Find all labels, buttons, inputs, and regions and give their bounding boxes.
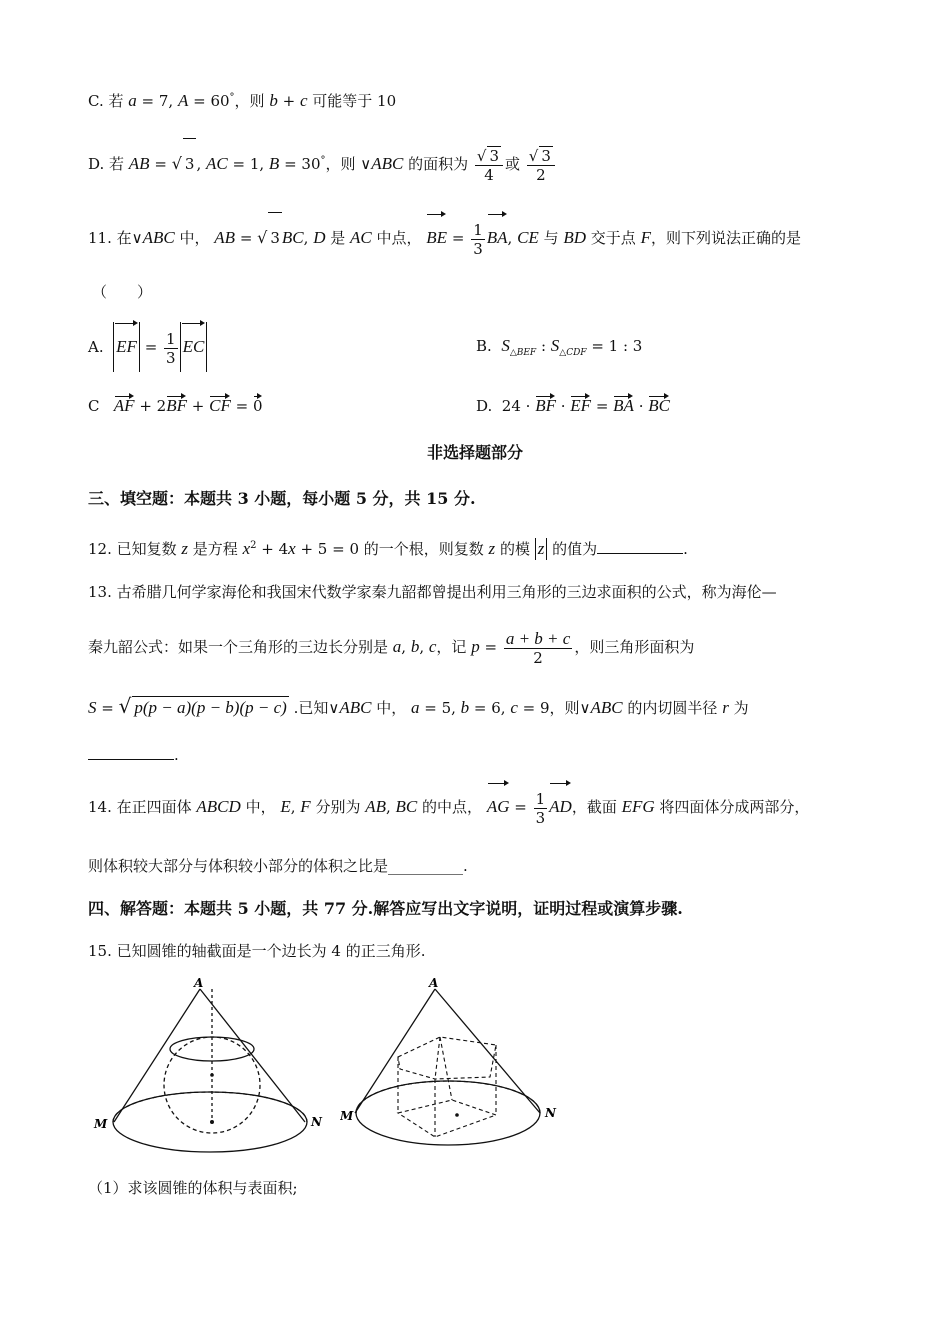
q13-blank: . — [88, 744, 179, 766]
q10-option-d: D. 若 AB = √ 3 , AC = 1, B = 30°，则 ∨ABC 的面积为 $\frac{√ 3}{4}$ 或 $\frac{√ 3}{2}$ — [88, 136, 557, 186]
q11-option-d: D. 24 · BF · EF = BA · BC — [476, 396, 670, 415]
apex-label-a: A — [429, 976, 439, 990]
q12: 12. 已知复数 z 是方程 $x^2 + 4x + 5 = 0$ 的一个根，则复数 z 的模 z 的值为 . — [88, 539, 688, 558]
cone-sphere-figure — [90, 975, 340, 1155]
q11-stem: 11. 在∨ABC 中， AB = √ 3 BC, D 是 AC 中点， BE = $\frac{1}{3}$ BA, CE 与 BD 交于点 F，则下列说法正确的是 — [88, 212, 801, 262]
q11-option-b: B. $S_{\triangle BEF}$ : $S_{\triangle CDF} = 1$ : 3 — [476, 336, 643, 358]
q15-stem: 15. 已知圆锥的轴截面是一个边长为 4 的正三角形. — [88, 942, 426, 960]
q13-line1: 13. 古希腊几何学家海伦和我国宋代数学家秦九韶都曾提出利用三角形的三边求面积的公式，称为海伦— — [88, 583, 777, 601]
q14-line2: 则体积较大部分与体积较小部分的体积之比是__________. — [88, 857, 468, 875]
apex-label-a: A — [194, 976, 204, 990]
q10-option-c: C. 若 a = 7, A = 60°，则 b + c 可能等于 10 — [88, 91, 397, 110]
section-4-heading: 四、解答题：本题共 5 小题，共 77 分.解答应写出文字说明，证明过程或演算步骤. — [88, 899, 683, 918]
q15-part1: （1）求该圆锥的体积与表面积; — [88, 1179, 298, 1197]
base-label-m: M — [340, 1109, 354, 1123]
cone-prism-figure — [340, 975, 570, 1155]
answer-paren: （ ） — [92, 283, 153, 301]
base-label-n: N — [545, 1106, 556, 1120]
q11-option-a: A. EF = $\frac{1}{3}$ EC — [88, 322, 207, 372]
q11-option-c: C AF + 2BF + CF = 0 — [88, 396, 263, 415]
option-letter: C. — [88, 92, 104, 110]
q14-line1: 14. 在正四面体 ABCD 中， E, F 分别为 AB, BC 的中点， AG = $\frac{1}{3}$ AD，截面 EFG 将四面体分成两部分， — [88, 782, 809, 832]
section-nonchoice-title: 非选择题部分 — [426, 443, 523, 462]
q13-line2: 秦九韶公式：如果一个三角形的三边长分别是 a, b, c，记 p = $\frac{a + b + c}{2}$ ，则三角形面积为 — [88, 628, 695, 667]
base-label-n: N — [311, 1115, 322, 1129]
base-label-m: M — [94, 1117, 108, 1131]
q13-line3: S = √ p(p − a)(p − b)(p − c) .已知∨ABC 中， a = 5, b = 6, c = 9，则∨ABC 的内切圆半径 r 为 — [88, 694, 749, 718]
section-3-heading: 三、填空题：本题共 3 小题，每小题 5 分，共 15 分. — [88, 489, 476, 508]
